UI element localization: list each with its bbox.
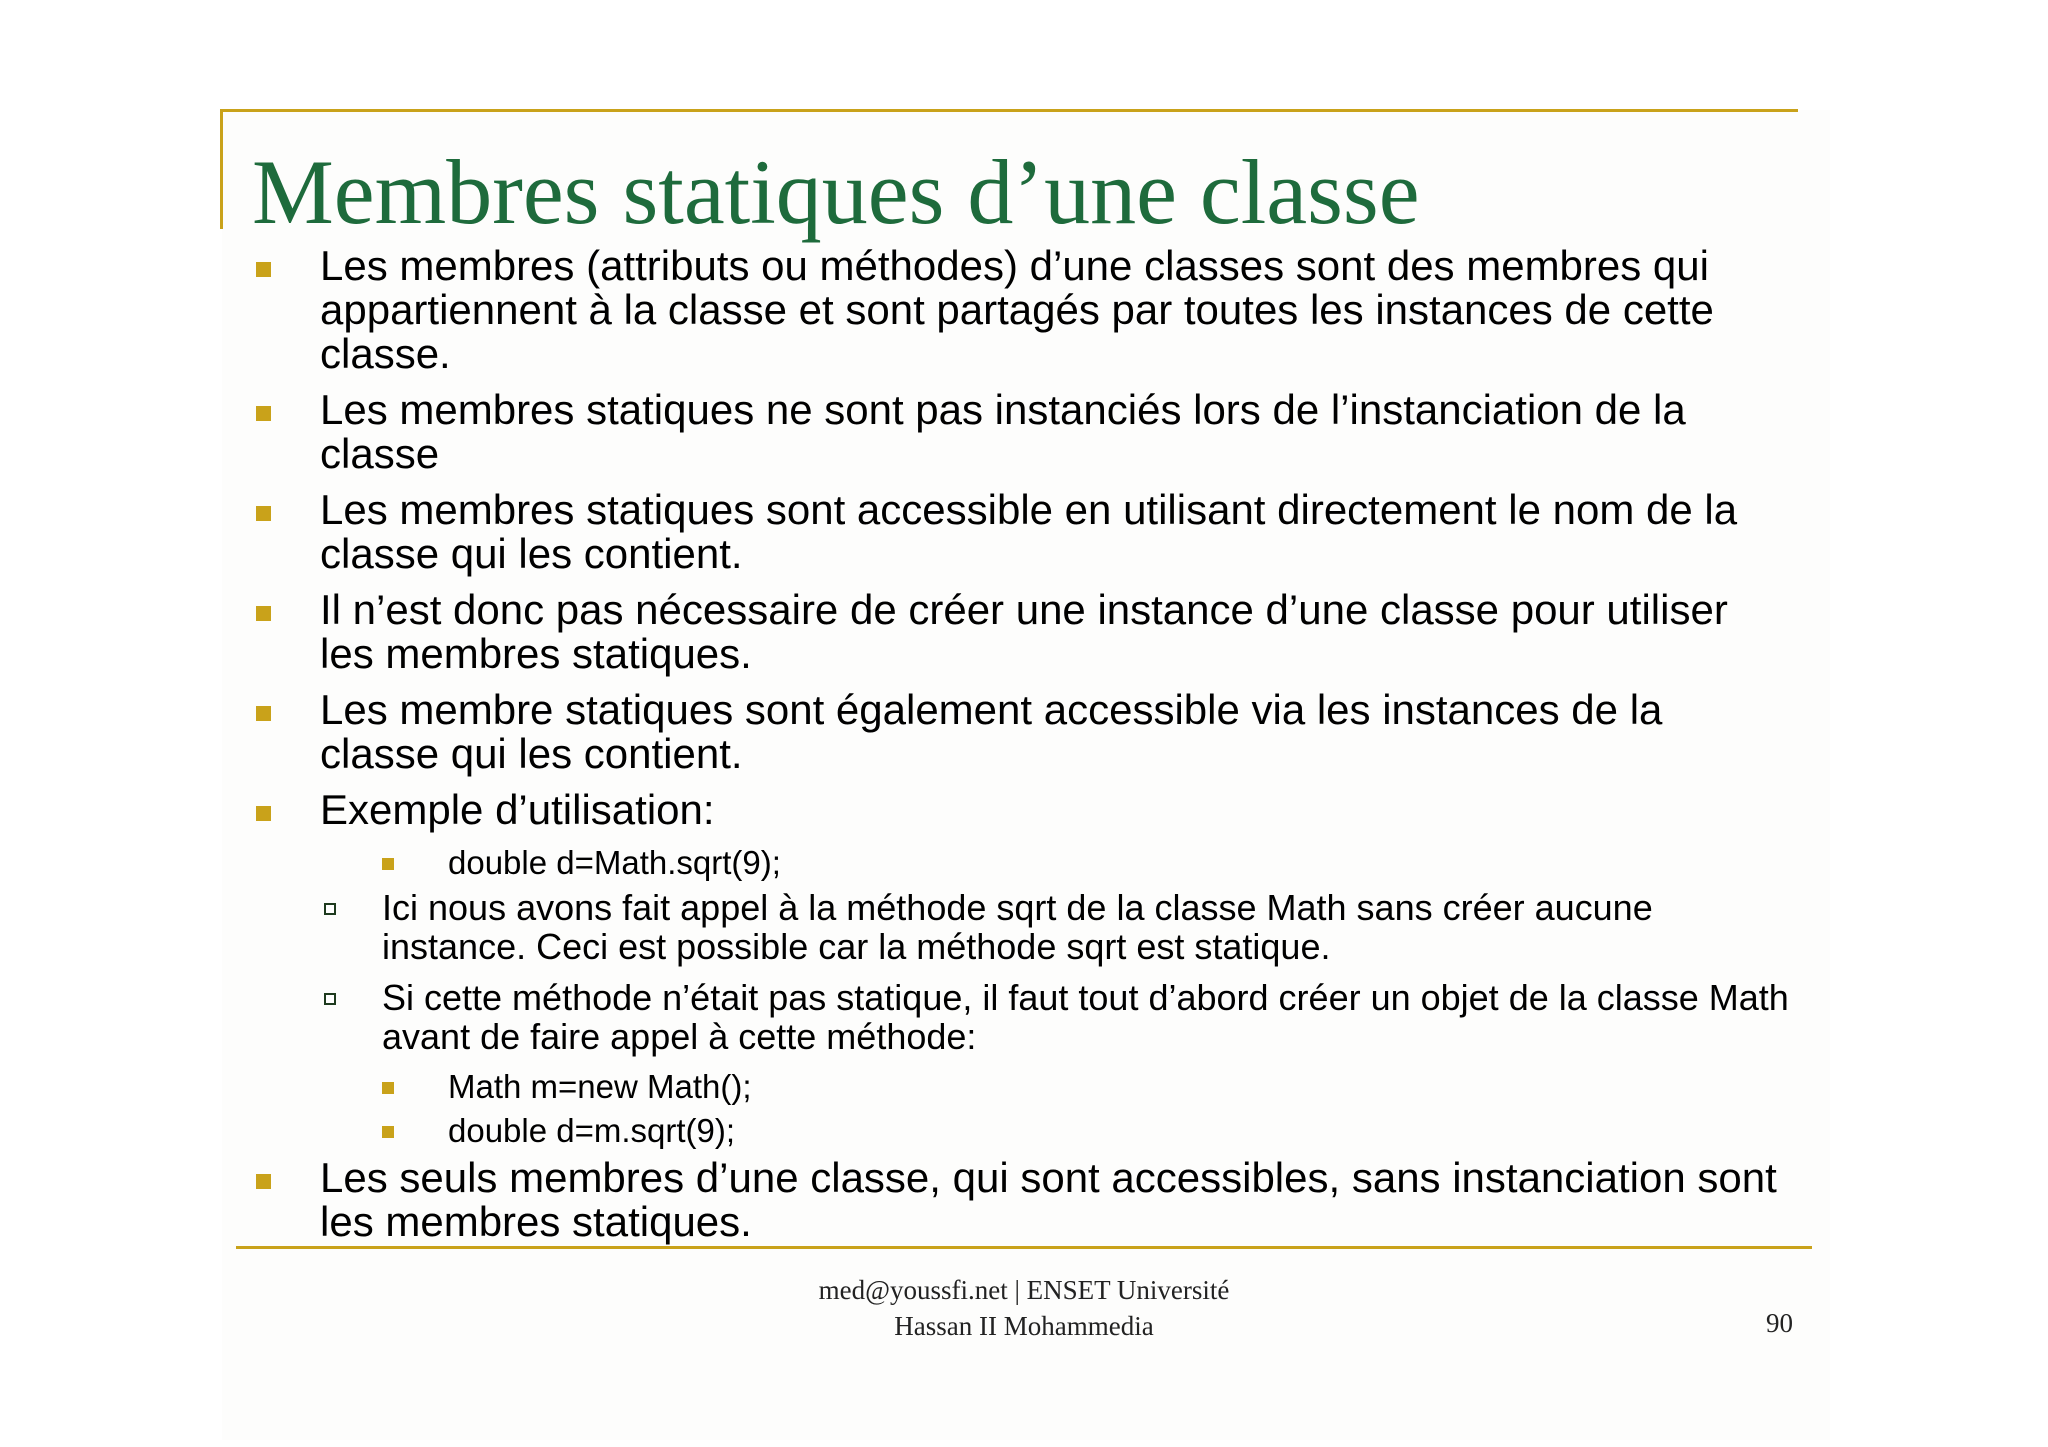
code-bullet-item [252, 1068, 1792, 1106]
title-frame-left-border [220, 109, 223, 229]
square-bullet-icon [256, 706, 271, 721]
footer-line-2: Hassan II Mohammedia [894, 1311, 1154, 1341]
bullet-text: Exemple d’utilisation: [320, 786, 715, 833]
hollow-square-bullet-icon [324, 993, 336, 1005]
code-bullet-item [252, 844, 1792, 882]
bullet-item [252, 588, 1792, 676]
bullet-text: Les membres (attributs ou méthodes) d’une classes sont des membres qui appartiennent à la classe et sont partagés par toutes les instances de cette classe. [320, 242, 1714, 377]
footer-divider [236, 1246, 1812, 1249]
page-number: 90 [1766, 1308, 1793, 1338]
hollow-square-bullet-icon [324, 903, 336, 915]
title-frame-top-border [220, 109, 1798, 112]
bullet-text: Les seuls membres d’une classe, qui sont accessibles, sans instanciation sont les membres statiques. [320, 1154, 1777, 1245]
code-text: double d=m.sqrt(9); [448, 1112, 736, 1149]
bullet-item [252, 388, 1792, 476]
bullet-item [252, 788, 1792, 832]
square-bullet-icon [256, 506, 271, 521]
square-bullet-icon [382, 1126, 394, 1138]
bullet-list [252, 244, 1792, 1256]
code-text: Math m=new Math(); [448, 1068, 752, 1105]
square-bullet-icon [256, 262, 271, 277]
bullet-item [252, 1156, 1792, 1244]
bullet-item [252, 488, 1792, 576]
sub-bullet-text: Ici nous avons fait appel à la méthode sqrt de la classe Math sans créer aucune instance. Ceci est possible car la méthode sqrt est statique. [382, 887, 1653, 967]
sub-bullet-text: Si cette méthode n’était pas statique, il faut tout d’abord créer un objet de la classe Math avant de faire appel à cette méthode: [382, 977, 1789, 1057]
bullet-item [252, 688, 1792, 776]
bullet-text: Les membre statiques sont également accessible via les instances de la classe qui les contient. [320, 686, 1663, 777]
sub-bullet-item [252, 888, 1792, 966]
code-text: double d=Math.sqrt(9); [448, 844, 781, 881]
sub-bullet-item [252, 978, 1792, 1056]
bullet-text: Il n’est donc pas nécessaire de créer une instance d’une classe pour utiliser les membres statiques. [320, 586, 1728, 677]
code-bullet-item [252, 1112, 1792, 1150]
footer-line-1: med@youssfi.net | ENSET Université [818, 1275, 1230, 1305]
square-bullet-icon [256, 806, 271, 821]
bullet-text: Les membres statiques ne sont pas instanciés lors de l’instanciation de la classe [320, 386, 1686, 477]
square-bullet-icon [256, 1174, 271, 1189]
slide-title: Membres statiques d’une classe [252, 141, 1420, 243]
bullet-text: Les membres statiques sont accessible en utilisant directement le nom de la classe qui les contient. [320, 486, 1738, 577]
bullet-item [252, 244, 1792, 376]
square-bullet-icon [256, 406, 271, 421]
square-bullet-icon [256, 606, 271, 621]
square-bullet-icon [382, 858, 394, 870]
footer-credits [624, 1272, 1424, 1344]
square-bullet-icon [382, 1082, 394, 1094]
